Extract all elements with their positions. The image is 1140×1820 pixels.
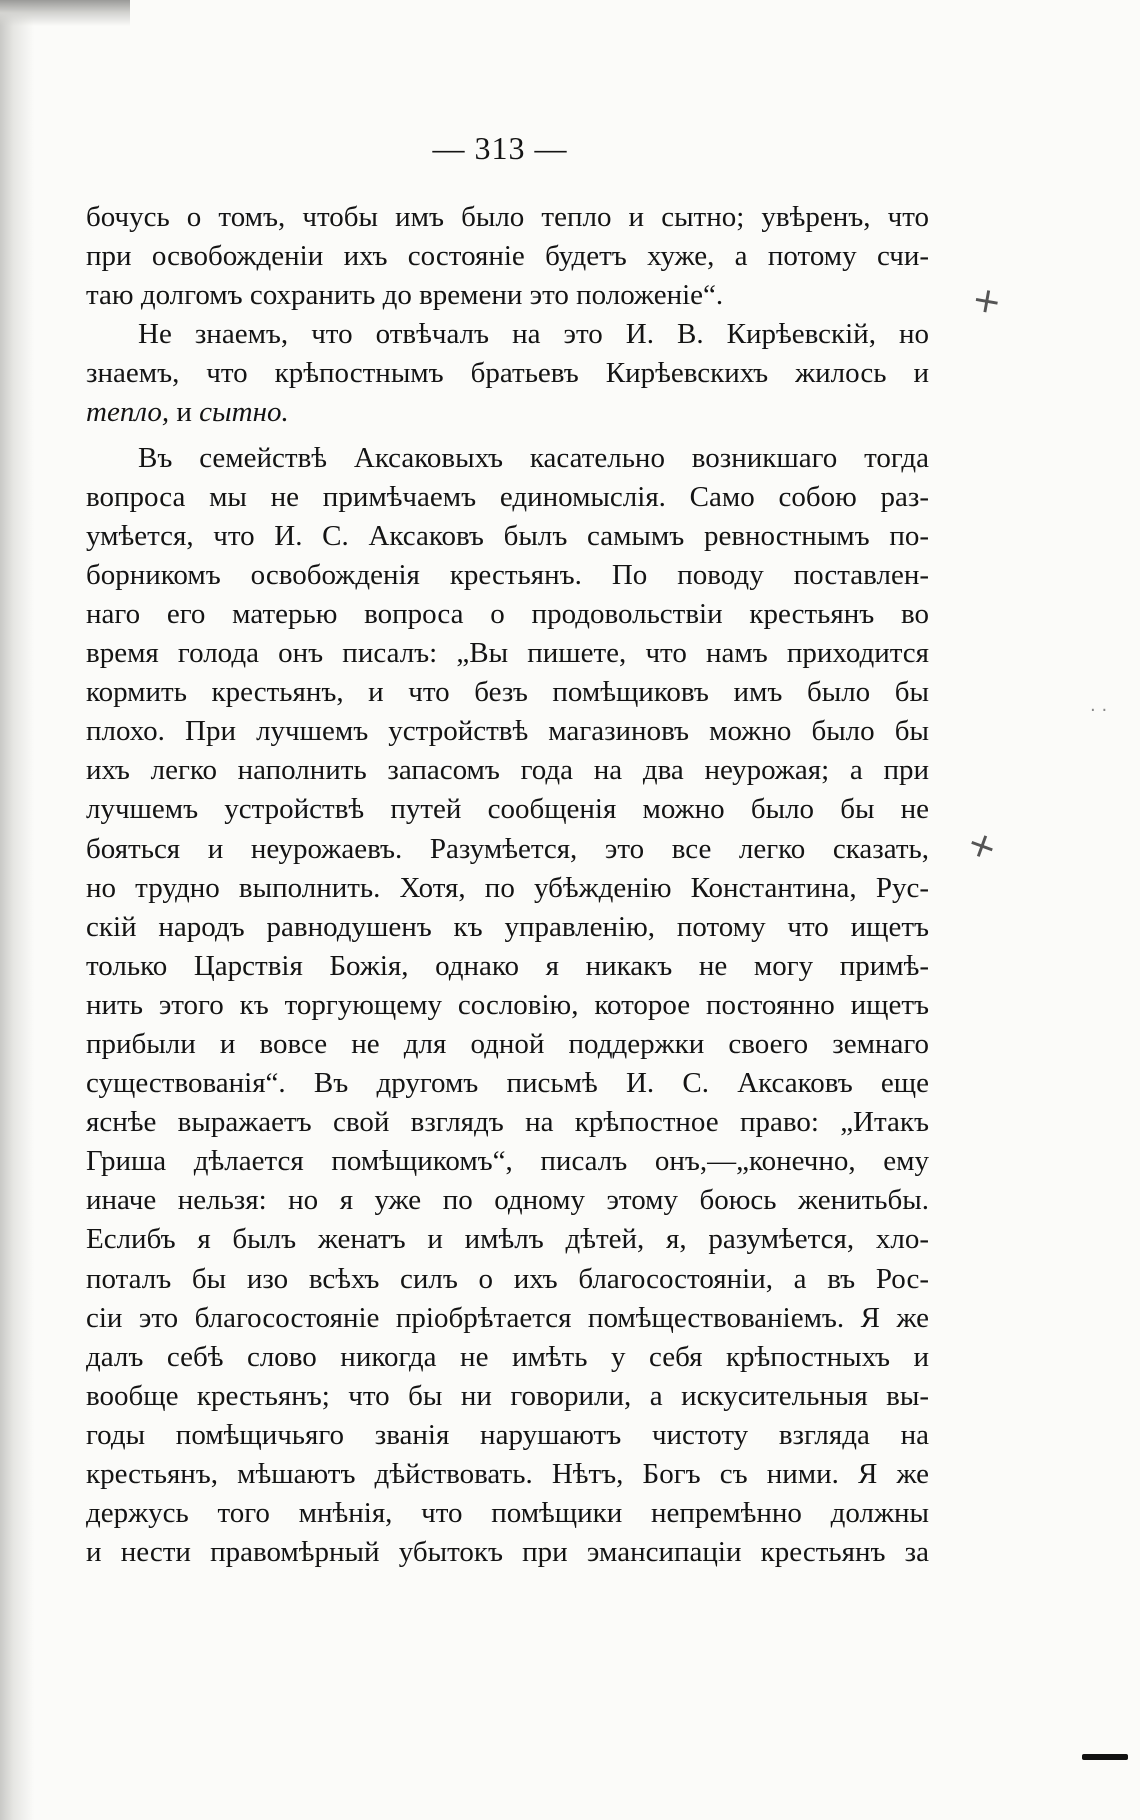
text-line: иначе нельзя: но я уже по одному этому боюсь женитьбы. (86, 1184, 929, 1217)
page-number: — 313 — (432, 130, 568, 166)
text-line: яснѣе выражаетъ свой взглядъ на крѣпостное право: „Итакъ (86, 1106, 929, 1139)
text-line: скій народъ равнодушенъ къ управленію, потому что ищетъ (86, 910, 929, 943)
text-line: бояться и неурожаевъ. Разумѣется, это все легко сказать, (86, 832, 929, 865)
text-line: поталъ бы изо всѣхъ силъ о ихъ благосостояніи, а въ Рос- (86, 1262, 929, 1295)
text-line: но трудно выполнить. Хотя, по убѣжденію Константина, Рус- (86, 871, 929, 904)
text-line: сіи это благосостояніе пріобрѣтается помѣществованіемъ. Я же (86, 1301, 929, 1334)
text-line: далъ себѣ слово никогда не имѣть у себя крѣпостныхъ и (86, 1340, 929, 1373)
text-line: борникомъ освобожденія крестьянъ. По поводу поставлен- (86, 558, 929, 591)
text-line: Еслибъ я былъ женатъ и имѣлъ дѣтей, я, разумѣется, хло- (86, 1223, 929, 1256)
conjunction: и (169, 396, 200, 429)
margin-dots: · · (1090, 700, 1108, 721)
text-line: таю долгомъ сохранить до времени это положеніе“. (86, 279, 724, 312)
edge-ink-mark (1082, 1754, 1128, 1760)
margin-pencil-mark: ✕ (963, 826, 1002, 869)
text-line: вопроса мы не примѣчаемъ единомыслія. Само собою раз- (86, 480, 929, 513)
text-line: лучшемъ устройствѣ путей сообщенія можно было бы не (86, 793, 929, 826)
scan-shadow-top (0, 0, 130, 26)
text-line: и нести правомѣрный убытокъ при эмансипаціи крестьянъ за (86, 1536, 929, 1569)
text-line: держусь того мнѣнія, что помѣщики непремѣнно должны (86, 1497, 929, 1530)
text-line: годы помѣщичьяго званія нарушаютъ чистоту взгляда на (86, 1418, 929, 1451)
text-line-italic (86, 393, 929, 432)
italic-word: тепло, (86, 396, 170, 429)
text-line: нить этого къ торгующему сословію, которое постоянно ищетъ (86, 988, 929, 1021)
text-line: прибыли и вовсе не для одной поддержки своего земнаго (86, 1027, 929, 1060)
text-line: ихъ легко наполнить запасомъ года на два неурожая; а при (86, 754, 929, 787)
text-line: только Царствія Божія, однако я никакъ не могу примѣ- (86, 949, 929, 982)
text-line: существованія“. Въ другомъ письмѣ И. С. Аксаковъ еще (86, 1067, 929, 1100)
text-line: Въ семействѣ Аксаковыхъ касательно возникшаго тогда (138, 441, 929, 474)
text-line: Гриша дѣлается помѣщикомъ“, писалъ онъ,—„конечно, ему (86, 1145, 929, 1178)
scan-shadow-left (0, 0, 34, 1820)
text-line: бочусь о томъ, чтобы имъ было тепло и сытно; увѣренъ, что (86, 201, 929, 233)
text-line: умѣется, что И. С. Аксаковъ былъ самымъ ревностнымъ по- (86, 519, 929, 552)
italic-word: сытно. (199, 396, 289, 429)
text-line: Не знаемъ, что отвѣчалъ на это И. В. Кирѣевскій, но (138, 318, 929, 351)
text-line: вообще крестьянъ; что бы ни говорили, а искусительныя вы- (86, 1379, 929, 1412)
text-line: крестьянъ, мѣшаютъ дѣйствовать. Нѣтъ, Богъ съ ними. Я же (86, 1458, 929, 1490)
text-line: кормить крестьянъ, и что безъ помѣщиковъ имъ было бы (86, 676, 929, 709)
margin-pencil-mark: ✕ (967, 280, 1008, 325)
body-text (86, 198, 929, 1572)
text-line: при освобожденіи ихъ состояніе будетъ хуже, а потому счи- (86, 240, 929, 273)
text-line: время голода онъ писалъ: „Вы пишете, что намъ приходится (86, 637, 929, 670)
text-line: наго его матерью вопроса о продовольствіи крестьянъ во (86, 597, 929, 630)
text-line: знаемъ, что крѣпостнымъ братьевъ Кирѣевскихъ жилось и (86, 357, 929, 390)
text-line: плохо. При лучшемъ устройствѣ магазиновъ можно было бы (86, 715, 929, 748)
